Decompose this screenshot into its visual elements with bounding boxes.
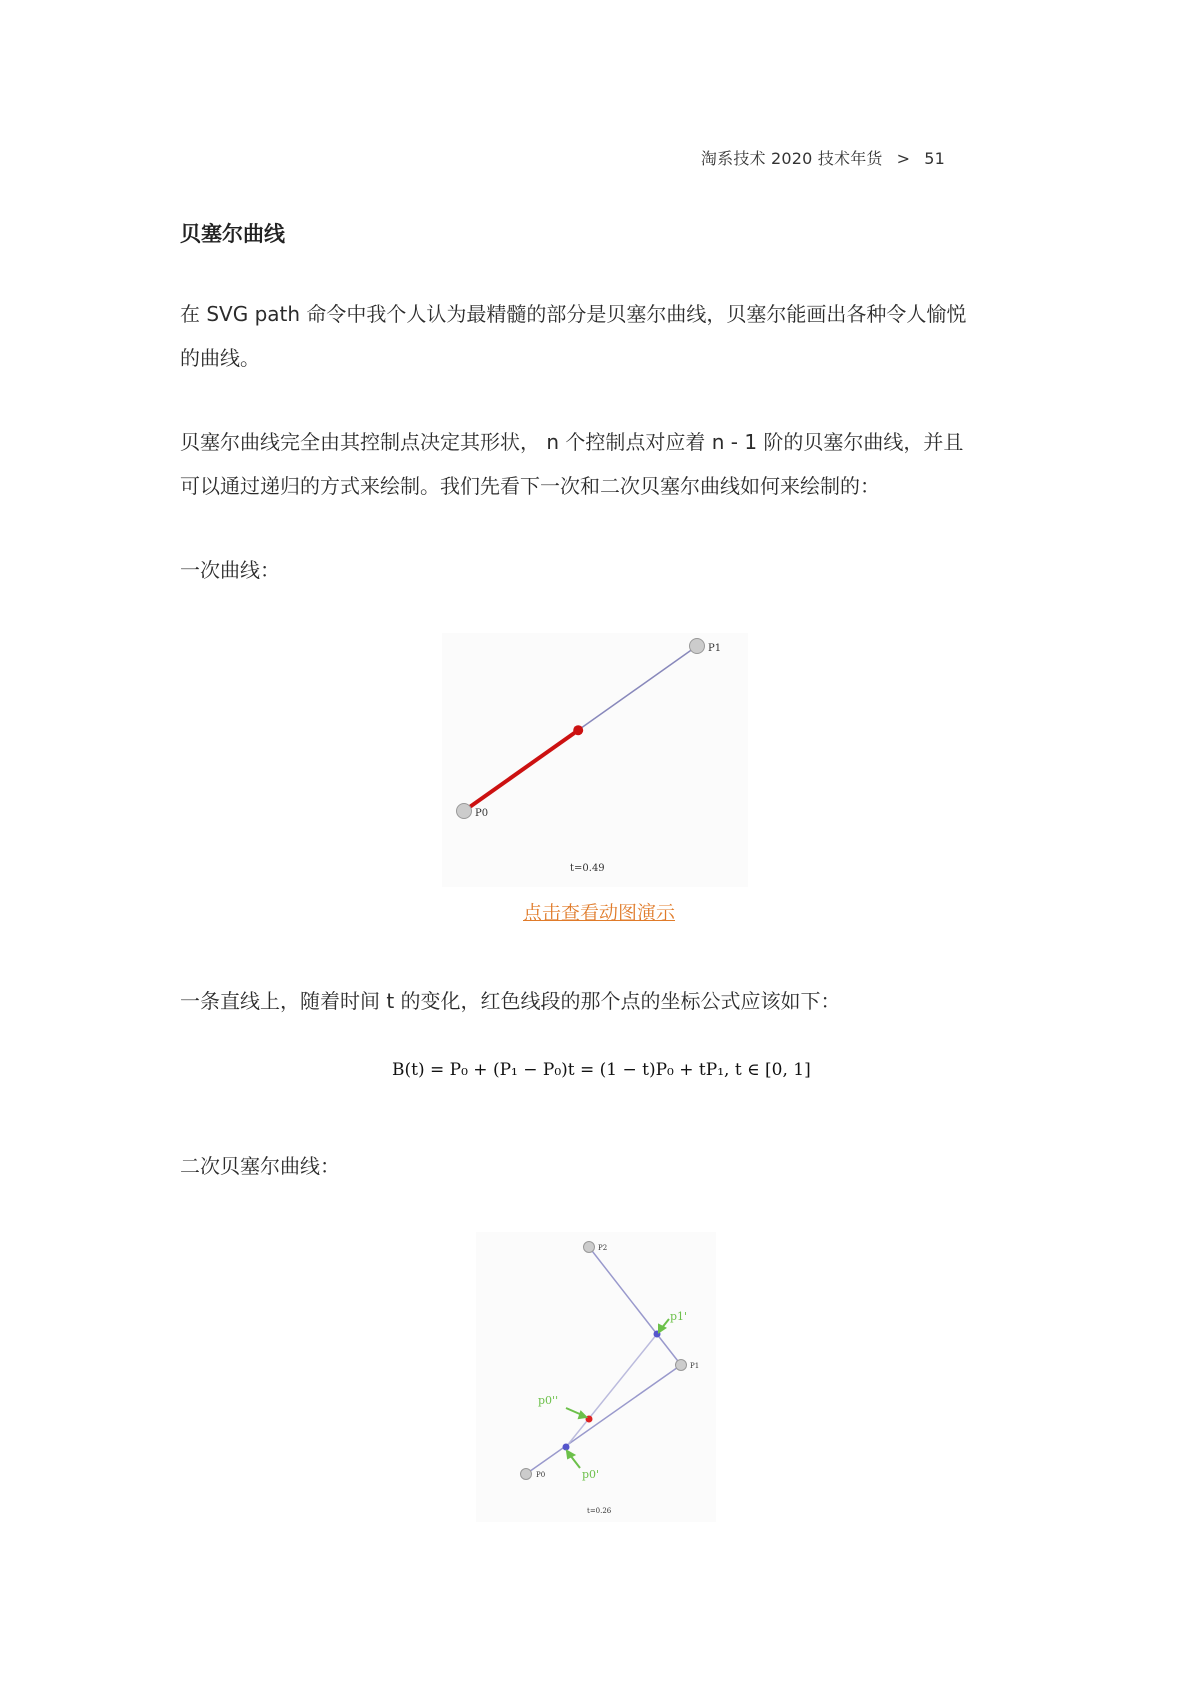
linear-bezier-formula: B(t) = P₀ + (P₁ − P₀)t = (1 − t)P₀ + tP₁, t ∈ [0, 1] xyxy=(392,1060,811,1080)
view-animation-link[interactable]: 点击查看动图演示 xyxy=(523,902,676,924)
intro-line-2: 的曲线。 xyxy=(180,346,260,370)
linear-bezier-diagram xyxy=(442,633,748,887)
linear-bezier-figure xyxy=(442,633,748,887)
p0-prime-label: p0' xyxy=(582,1468,600,1481)
p1-control-point xyxy=(690,639,705,654)
quadratic-bezier-diagram xyxy=(476,1232,716,1522)
p0-double-prime-label: p0'' xyxy=(538,1394,559,1407)
control-line-1: 贝塞尔曲线完全由其控制点决定其形状， n 个控制点对应着 n - 1 阶的贝塞尔曲线，并且 xyxy=(180,430,964,454)
moving-point xyxy=(573,725,583,735)
t-label: t=0.26 xyxy=(587,1507,612,1515)
control-paragraph xyxy=(180,420,1015,508)
header-title: 淘系技术 2020 技术年货 xyxy=(700,149,883,168)
page-number: 51 xyxy=(924,149,945,168)
page-header xyxy=(701,146,945,169)
p0-control-point xyxy=(521,1469,532,1480)
control-line-2: 可以通过递归的方式来绘制。我们先看下一次和二次贝塞尔曲线如何来绘制的： xyxy=(180,474,880,498)
section-title: 贝塞尔曲线 xyxy=(180,222,285,246)
p0-label: P0 xyxy=(536,1471,546,1479)
quadratic-label: 二次贝塞尔曲线： xyxy=(180,1154,340,1178)
header-separator: > xyxy=(896,149,911,168)
t-label: t=0.49 xyxy=(570,863,605,874)
p1-label: P1 xyxy=(690,1362,700,1370)
p2-control-point xyxy=(584,1242,595,1253)
p0-label: P0 xyxy=(475,808,489,819)
intro-paragraph xyxy=(180,292,1015,380)
p1-control-point xyxy=(676,1360,687,1371)
progress-segment xyxy=(464,730,578,811)
p0-p1-guide-line xyxy=(526,1365,681,1474)
p1-label: P1 xyxy=(708,643,722,654)
p0-control-point xyxy=(457,804,472,819)
intermediate-segment xyxy=(566,1334,657,1447)
p0-prime-arrow-head xyxy=(567,1451,574,1458)
linear-label: 一次曲线： xyxy=(180,558,280,582)
p0-double-prime-arrow-head xyxy=(579,1412,586,1418)
p2-label: P2 xyxy=(598,1244,608,1252)
p1-prime-label: p1' xyxy=(670,1310,688,1323)
intro-line-1: 在 SVG path 命令中我个人认为最精髓的部分是贝塞尔曲线，贝塞尔能画出各种令人愉悦 xyxy=(180,302,967,326)
p1-p2-guide-line xyxy=(589,1247,681,1365)
quadratic-bezier-figure xyxy=(476,1232,716,1522)
linear-description: 一条直线上，随着时间 t 的变化，红色线段的那个点的坐标公式应该如下： xyxy=(180,989,841,1013)
